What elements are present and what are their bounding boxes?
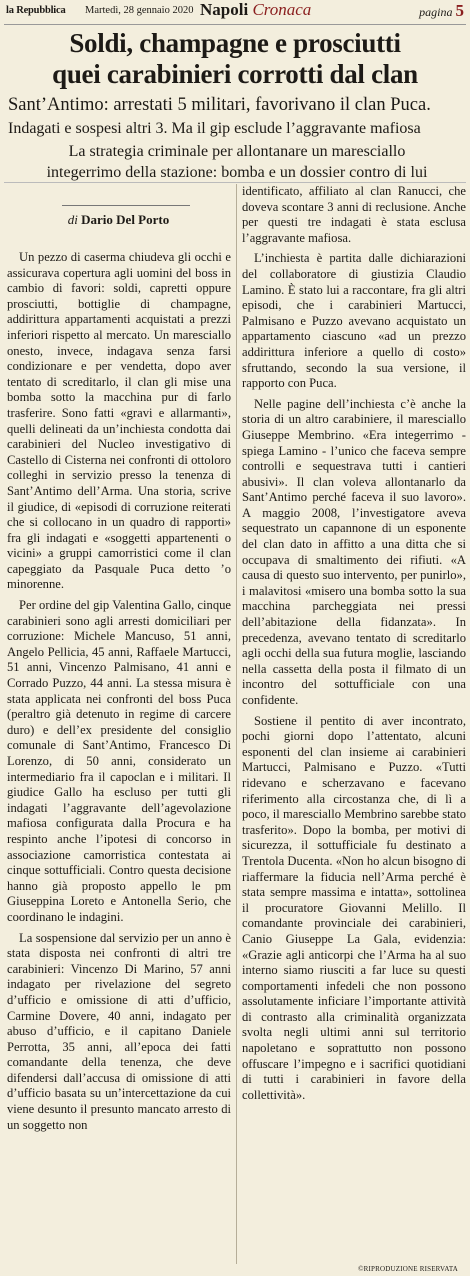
subheadline-3-line-2: integerrimo della stazione: bomba e un dossier contro di lui: [46, 164, 428, 181]
subsection-name: Cronaca: [252, 0, 312, 19]
subheadline-1: Sant’Antimo: arrestati 5 militari, favorivano il clan Puca.: [8, 95, 431, 115]
paragraph: Per ordine del gip Valentina Gallo, cinque carabinieri sono agli arresti domiciliari per corruzione: Michele Mancuso, 51 anni, Angelo Pellicia, 45 anni, Raffaele Martucci, 51 anni, Vincenzo Palmisano, 41 anni e Corrado Puzzo, 44 anni. La stessa misura è stata applicata nei confronti del boss Puca (peraltro già detenuto in regime di carcere duro) e dell’ex presidente del consiglio comunale di Sant’Antimo, Francesco Di Lorenzo, di 50 anni, considerato un intermediario fra il capoclan e i militari. Il giudice Gallo ha escluso per tutti gli indagati l’aggravante dell’agevolazione mafiosa configurata dalla Procura e ha respinto anche l’ipotesi di concorso in associazione camorristica contestata ai cinque sottufficiali. Contro questa decisione hanno già proposto appello le pm Giuseppina Loreto e Antonella Serio, che coordinano le indagini.: [7, 598, 231, 924]
copyright-notice: ©RIPRODUZIONE RISERVATA: [358, 1265, 458, 1273]
paragraph: L’inchiesta è partita dalle dichiarazioni del collaboratore di giustizia Claudio Lamino. È stato lui a raccontare, fra gli altri episodi, che i carabinieri Martucci, Palmisano e Puzzo avevano acquistato un appartamento ciascuno «ad un prezzo addirittura inferiore a quello di costo» sfruttando, secondo la sua versione, il rapporto con Puca.: [242, 251, 466, 391]
paragraph: Sostiene il pentito di aver incontrato, pochi giorni dopo l’attentato, alcuni esponenti del clan insieme ai carabinieri Martucci, Palmisano e Puzzo. «Tutti ridevano e scherzavano e facevano riferimento alla circostanza che, di lì a poco, il maresciallo Membrino sarebbe stato trasferito». Dopo la bomba, per motivi di sicurezza, il sottufficiale fu destinato a Trentola Ducenta. «Non ho alcun bisogno di riaffermare la fiducia nell’Arma perché è stata sempre massima e intatta», sottolinea il procuratore Giovanni Melillo. Il comandante provinciale dei carabinieri, Canio Giuseppe La Gala, evidenzia: «Grazie agli anticorpi che l’Arma ha al suo interno siamo riusciti a far luce su questi comportamenti infedeli che non possono assolutamente inficiare l’importante attività di contrasto alla criminalità organizzata svolta negli ultimi anni sul territorio napoletano e soprattutto non possono offuscare l’impegno e i sacrifici quotidiani di tutti i carabinieri in favore della collettività».: [242, 713, 466, 1102]
article-left-column: [7, 250, 231, 1266]
page-indicator: [419, 1, 464, 21]
section-name: Napoli: [200, 0, 249, 19]
page-header: [0, 0, 470, 24]
headline-line-2: quei carabinieri corrotti dal clan: [52, 59, 418, 89]
byline-rule: [62, 205, 190, 206]
subheadline-2: Indagati e sospesi altri 3. Ma il gip esclude l’aggravante mafiosa: [8, 120, 421, 137]
article-right-column: [242, 184, 466, 1264]
page-number: 5: [455, 1, 464, 20]
headline: [4, 28, 466, 90]
paragraph: identificato, affiliato al clan Ranucci, che doveva scontare 3 anni di reclusione. Anche per questi tre indagati è stata esclusa l’aggravante mafiosa.: [242, 184, 466, 245]
paragraph: Un pezzo di caserma chiudeva gli occhi e assicurava copertura agli uomini del boss in cambio di favori: soldi, capretti oppure prosciutti, bottiglie di champagne, addirittura appartamenti acquistati a prezzi inferiori rispetto al mercato. Un maresciallo onesto, invece, indagava senza farsi condizionare e per vendetta, dopo aver tentato di screditarlo, il clan gli mise una bomba sotto la macchina pur di farlo trasferire. Sono fatti «gravi e allarmanti», quelli delineati da un’inchiesta condotta dai carabinieri del Nucleo investigativo di Castello di Cisterna nei confronti di ottoloro colleghi in servizio presso la tenenza di Sant’Antimo dell’Arma. Una storia, scrive il giudice, di «episodi di corruzione reiterati che si collocano in un quadro di rapporti» fra gli indagati e «soggetti appartenenti o vicini» a gruppi camorristici come il clan capeggiato da Pasquale Puca detto ’o minorenne.: [7, 250, 231, 592]
byline-prefix: di: [67, 212, 78, 227]
paragraph: La sospensione dal servizio per un anno è stata disposta nei confronti di altri tre carabinieri: Vincenzo Di Marino, 57 anni indagato per rivelazione del segreto d’ufficio e omissione di atti d’ufficio, Carmine Dovere, 40 anni, indagato per abuso d’ufficio, e il capitano Daniele Perrotta, 35 anni, all’epoca dei fatti comandante della tenenza, che deve difendersi dall’accusa di omissione di atti d’ufficio basata su un’intercettazione da cui viene desunto il presunto mancato arresto di un soggetto non: [7, 930, 231, 1132]
page-label: pagina: [419, 5, 453, 19]
byline: [4, 212, 233, 228]
column-divider: [236, 184, 237, 1264]
newspaper-logo: la Repubblica: [6, 5, 66, 16]
paragraph: Nelle pagine dell’inchiesta c’è anche la storia di un altro carabiniere, il maresciallo Giuseppe Membrino. «Era integerrimo - spiega Lamino - l’unico che faceva sempre controlli e sequestrava tutti i cantieri abusivi». Il clan voleva allontanarlo da Sant’Antimo perché faceva il suo lavoro». A maggio 2008, l’investigatore aveva sequestrato un capannone di un esponente del clan dato in affitto a una ditta che si occupava di smaltimento dei rifiuti. «A causa di questo suo intervento, per punirlo», i malavitosi «misero una bomba sotto la sua macchina parcheggiata nei pressi dell’abitazione della fidanzata». In precedenza, avevano tentato di screditarlo agli occhi della sua futura moglie, lasciando nella cassetta della posta il filmato di un incontro del sottufficiale con una confidente.: [242, 396, 466, 707]
byline-author: Dario Del Porto: [81, 212, 170, 227]
subheadline-3: [8, 141, 466, 183]
subheadline-3-line-1: La strategia criminale per allontanare un maresciallo: [68, 143, 406, 160]
subheadline-divider: [4, 182, 466, 183]
header-divider: [4, 24, 466, 25]
section-title: [200, 0, 311, 20]
headline-line-1: Soldi, champagne e prosciutti: [69, 28, 401, 58]
issue-date: Martedì, 28 gennaio 2020: [85, 5, 194, 16]
